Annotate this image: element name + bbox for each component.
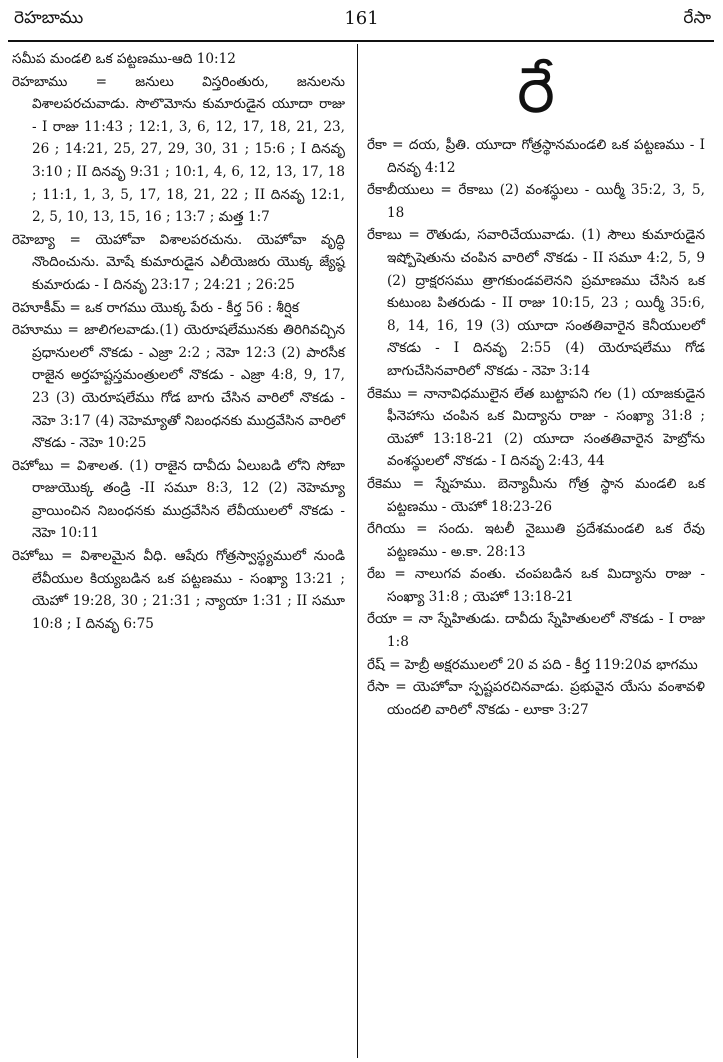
dictionary-entry: రేకెము = నానావిధములైన లేత బుట్టాపని గల (1) యాజకుడైన ఫీనెహాసు చంపిన ఒక మిద్యాను రాజు - సంఖ్యా 31:8 ; యెహో 13:18-21 (2) యూదా సంతతివారైన హెబ్రోను వంశస్థులలో నొకడు - I దినవృ 2:43, 44 xyxy=(367,385,705,470)
running-head-right: రేసా xyxy=(683,8,711,28)
dictionary-entry: రేకాబీయులు = రేకాబు (2) వంశస్థులు - యిర్మీ 35:2, 3, 5, 18 xyxy=(367,182,705,221)
section-letter: రే xyxy=(517,54,555,128)
dictionary-entry: రేయా = నా స్నేహితుడు. దావీదు స్నేహితులలో నొకడు - I రాజు 1:8 xyxy=(367,611,705,651)
dictionary-entry: రేష్ = హెబ్రీ అక్షరములలో 20 వ పది - కీర్త 119:20వ భాగము xyxy=(367,656,698,673)
dictionary-entry: రేకెము = స్నేహము. బెన్యామీను గోత్ర స్థాన మండలి ఒక పట్టణము - యెహో 18:23-26 xyxy=(367,475,705,515)
dictionary-entry: సమీప మండలి ఒక పట్టణము-ఆది 10:12 xyxy=(12,51,236,67)
right-column xyxy=(367,48,705,721)
dictionary-entry: రెహూకీమ్ = ఒక రాగము యొక్క పేరు - కీర్త 56 : శీర్షిక xyxy=(12,299,300,316)
page-header xyxy=(0,0,723,40)
running-head-left: రెహబాము xyxy=(14,8,84,28)
dictionary-entry: రేసా = యెహోవా స్పష్టపరచినవాడు. ప్రభువైన యేసు వంశావళి యందలి వారిలో నొకడు - లూకా 3:27 xyxy=(367,679,705,718)
dictionary-entry: రేగియు = సందు. ఇటలీ నైఋతి ప్రదేశమండలి ఒక రేవు పట్టణము - అ.కా. 28:13 xyxy=(367,521,705,560)
dictionary-entry: రేకాబు = రౌతుడు, సవారిచేయువాడు. (1) సౌలు కుమారుడైన ఇష్బోషెతును చంపిన వారిలో నొకడు - II సమూ 4:2, 5, 9 (2) ద్రాక్షరసము త్రాగకుండవలెనని ప్రమాణము చేసిన ఒక కుటుంబ పితరుడు - II రాజు 10:15, 23 ; యిర్మీ 35:6, 8, 14, 16, 19 (3) యూదా సంతతివారైన కెనీయులలో నొకడు - I దినవృ 2:55 (4) యెరూషలేము గోడ బాగుచేసినవారిలో నొకడు - నెహె 3:14 xyxy=(367,227,705,379)
left-column xyxy=(12,48,345,635)
column-divider xyxy=(357,44,358,1058)
dictionary-entry: రేకా = దయ, ప్రీతి. యూదా గోత్రస్థానమండలి ఒక పట్టణము - I దినవృ 4:12 xyxy=(367,137,705,176)
header-rule xyxy=(8,40,714,42)
page-number: 161 xyxy=(344,8,379,29)
dictionary-entry: రెహెబ్యా = యెహోవా విశాలపరచును. యెహోవా వృద్ధి నొందించును. మోషే కుమారుడైన ఎలీయెజరు యొక్క జ్యేష్ఠ కుమారుడు - I దినవృ 23:17 ; 24:21 ; 26:25 xyxy=(12,231,345,293)
dictionary-entry: రెహూము = జాలిగలవాడు.(1) యెరూషలేమునకు తిరిగివచ్చిన ప్రధానులలో నొకడు - ఎజ్రా 2:2 ; నెహె 12:3 (2) పారసీక రాజైన అర్తహష్టస్తమంత్రులలో నొకడు - ఎజ్రా 4:8, 9, 17, 23 (3) యెరూషలేము గోడ బాగు చేసిన వారిలో నొకడు - నెహె 3:17 (4) నెహెమ్యాతో నిబంధనకు ముద్రవేసిన వారిలో నొకడు - నెహె 10:25 xyxy=(12,322,345,452)
dictionary-entry: రెహబాము = జనులు విస్తరింతురు, జనులను విశాలపరచువాడు. సొలొమోను కుమారుడైన యూదా రాజు - I రాజు 11:43 ; 12:1, 3, 6, 12, 17, 18, 21, 23, 26 ; 14:21, 25, 27, 29, 30, 31 ; 15:6 ; I దినవృ 3:10 ; II దినవృ 9:31 ; 10:1, 4, 6, 12, 13, 17, 18 ; 11:1, 1, 3, 5, 17, 18, 21, 22 ; II దినవృ 12:1, 2, 5, 10, 13, 15, 16 ; 13:7 ; మత్త 1:7 xyxy=(12,73,345,226)
dictionary-entry: రెహోబు = విశాలమైన వీధి. ఆషేరు గోత్రస్వాస్థ్యములో నుండి లేవీయుల కియ్యబడిన ఒక పట్టణము - సంఖ్యా 13:21 ; యెహో 19:28, 30 ; 21:31 ; న్యాయా 1:31 ; II సమూ 10:8 ; I దినవృ 6:75 xyxy=(12,548,345,632)
dictionary-entry: రెహోబు = విశాలత. (1) రాజైన దావీదు ఏలుబడి లోని సోబా రాజుయొక్క తండ్రి -II సమూ 8:3, 12 (2) నెహెమ్యా వ్రాయించిన నిబంధనకు ముద్రవేసిన లేవీయులలో నొకడు - నెహె 10:11 xyxy=(12,457,345,542)
dictionary-entry: రేబ = నాలుగవ వంతు. చంపబడిన ఒక మిద్యాను రాజు - సంఖ్యా 31:8 ; యెహో 13:18-21 xyxy=(367,566,705,605)
